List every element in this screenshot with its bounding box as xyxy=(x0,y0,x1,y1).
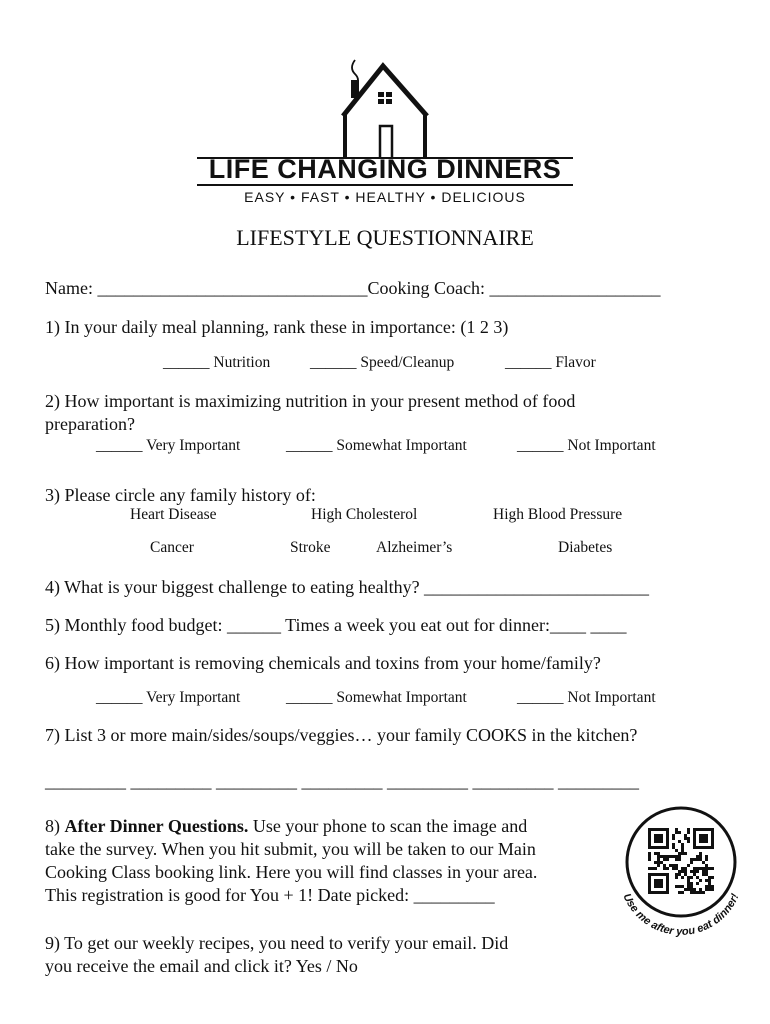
survey-qr-code[interactable] xyxy=(612,800,750,938)
q6-text: 6) How important is removing chemicals and toxins from your home/family? xyxy=(45,653,601,673)
coach-label: Cooking Coach: xyxy=(367,278,485,298)
coach-field[interactable]: ___________________ xyxy=(489,278,661,298)
q3-item-alzheimers[interactable]: Alzheimer’s xyxy=(376,539,453,556)
q8-line4[interactable]: This registration is good for You + 1! Date picked: _________ xyxy=(45,885,495,905)
q2-text-line1: 2) How important is maximizing nutrition in your present method of food xyxy=(45,391,576,411)
q3-item-cancer[interactable]: Cancer xyxy=(150,539,194,556)
name-row xyxy=(45,277,660,299)
q7-text: 7) List 3 or more main/sides/soups/veggies… your family COOKS in the kitchen? xyxy=(45,725,638,745)
brand-name: LIFE CHANGING DINNERS xyxy=(208,154,562,184)
q6-option-very[interactable]: ______ Very Important xyxy=(96,689,241,706)
q1-option-speed[interactable]: ______ Speed/Cleanup xyxy=(310,354,455,371)
q8-heading: After Dinner Questions. xyxy=(64,816,249,836)
house-logo-icon xyxy=(195,58,575,208)
q9-line2[interactable]: you receive the email and click it? Yes / No xyxy=(45,956,358,976)
q3-text: 3) Please circle any family history of: xyxy=(45,485,316,505)
qr-caption: Use me after you eat dinner! xyxy=(620,891,742,938)
qr-badge-icon xyxy=(612,800,750,938)
q3-item-high-cholesterol[interactable]: High Cholesterol xyxy=(311,506,418,523)
q2-option-not[interactable]: ______ Not Important xyxy=(517,437,656,454)
q3-item-stroke[interactable]: Stroke xyxy=(290,539,331,556)
brand-tagline: EASY • FAST • HEALTHY • DELICIOUS xyxy=(244,189,526,205)
q5-text[interactable]: 5) Monthly food budget: ______ Times a week you eat out for dinner:____ ____ xyxy=(45,615,627,635)
q8-number: 8) xyxy=(45,816,65,836)
q6-option-not[interactable]: ______ Not Important xyxy=(517,689,656,706)
name-label: Name: xyxy=(45,278,93,298)
q1-option-nutrition[interactable]: ______ Nutrition xyxy=(163,354,271,371)
q2-option-somewhat[interactable]: ______ Somewhat Important xyxy=(286,437,467,454)
name-field[interactable]: ______________________________ xyxy=(97,278,368,298)
q8-line3: Cooking Class booking link. Here you will find classes in your area. xyxy=(45,862,538,882)
q1-option-flavor[interactable]: ______ Flavor xyxy=(505,354,596,371)
q2-text-line2: preparation? xyxy=(45,414,135,434)
q1-text: 1) In your daily meal planning, rank these in importance: (1 2 3) xyxy=(45,317,509,337)
q3-item-high-blood-pressure[interactable]: High Blood Pressure xyxy=(493,506,623,523)
q6-option-somewhat[interactable]: ______ Somewhat Important xyxy=(286,689,467,706)
q3-item-diabetes[interactable]: Diabetes xyxy=(558,539,613,556)
q7-answer-blanks[interactable]: _________ _________ _________ _________ _________ _________ _________ xyxy=(45,771,639,791)
page-title: LIFESTYLE QUESTIONNAIRE xyxy=(236,225,534,250)
q8-line2: take the survey. When you hit submit, you will be taken to our Main xyxy=(45,839,536,859)
q9-line1: 9) To get our weekly recipes, you need to verify your email. Did xyxy=(45,933,509,953)
q2-option-very[interactable]: ______ Very Important xyxy=(96,437,241,454)
q8-line1 xyxy=(45,815,527,837)
q8-line1-text: Use your phone to scan the image and xyxy=(248,816,528,836)
q4-text[interactable]: 4) What is your biggest challenge to eating healthy? _________________________ xyxy=(45,577,650,597)
q3-item-heart-disease[interactable]: Heart Disease xyxy=(130,506,217,523)
